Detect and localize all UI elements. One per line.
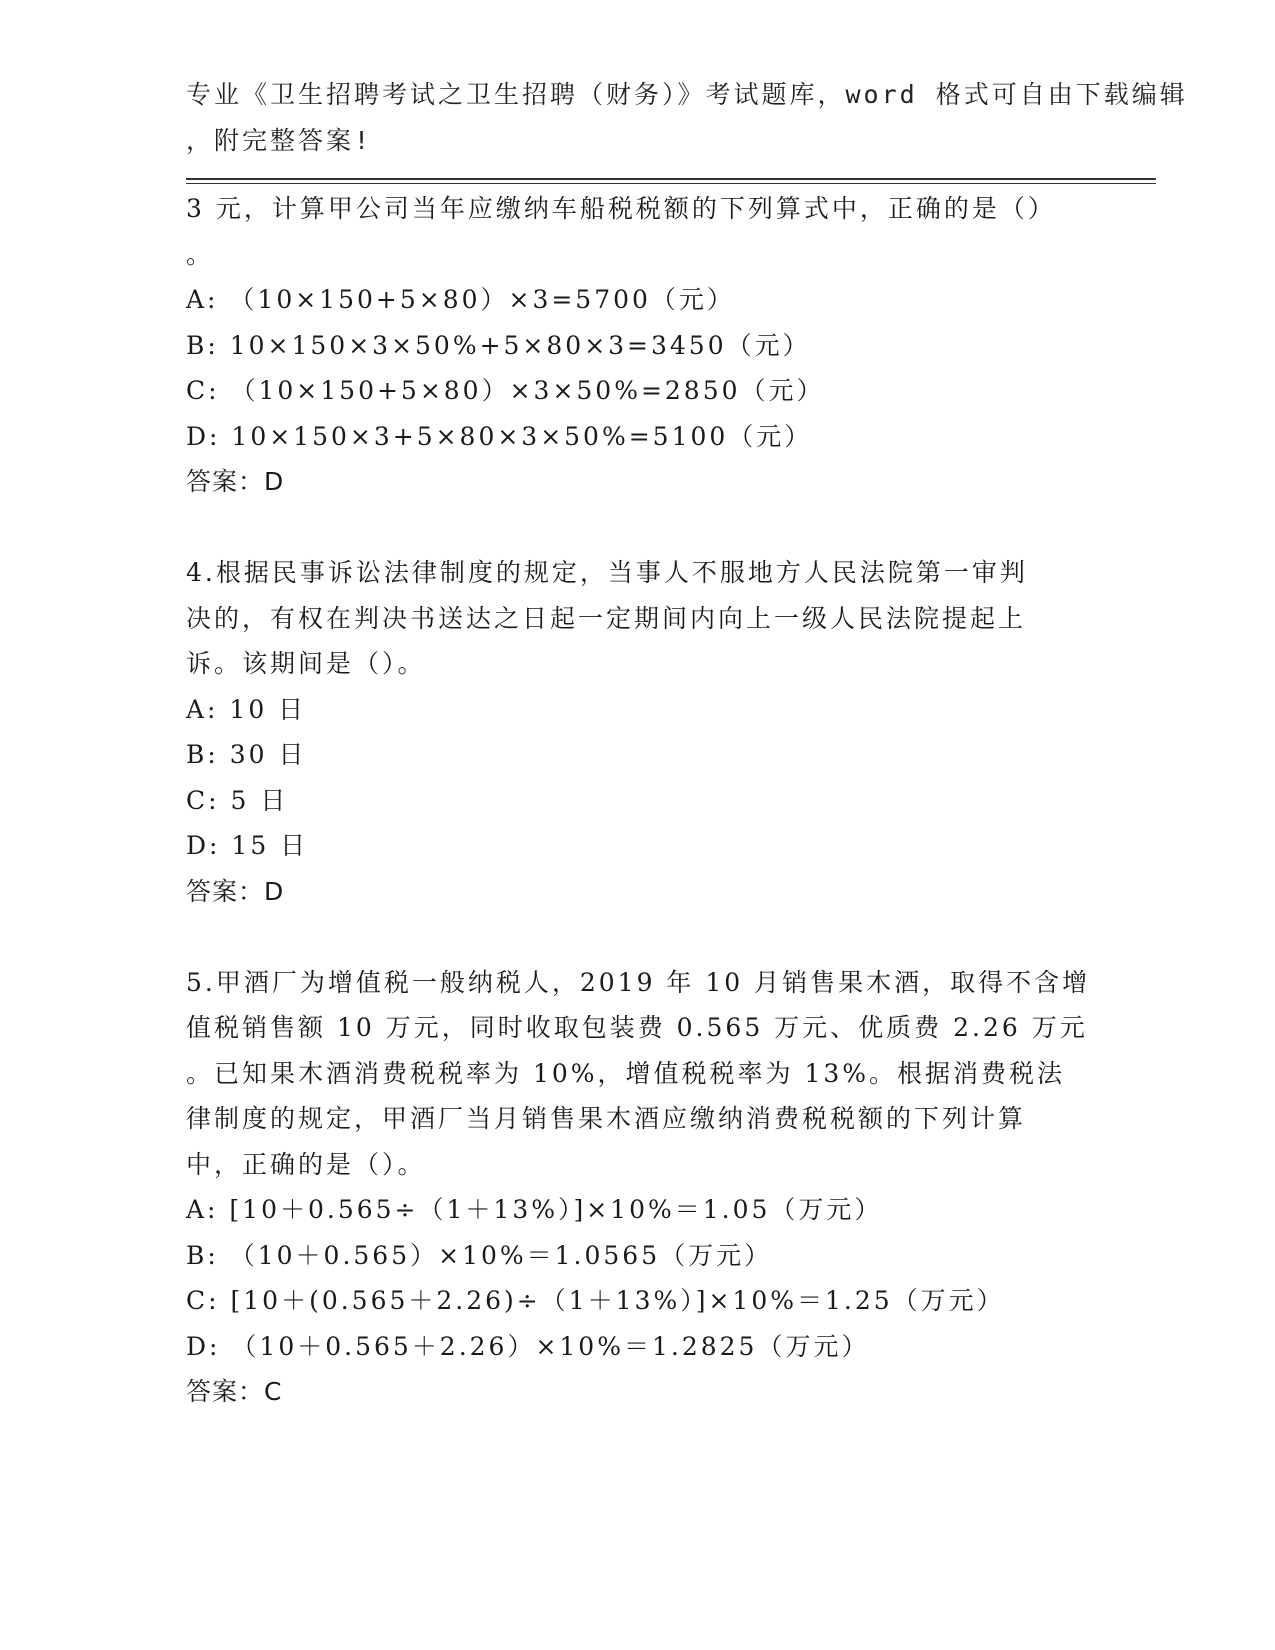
- option-c: C: （10×150+5×80）×3×50%=2850（元）: [186, 376, 825, 405]
- question-4: [186, 550, 1106, 914]
- question-stem: 诉。该期间是（）。: [186, 649, 426, 678]
- question-3: [186, 186, 1106, 505]
- answer: 答案：D: [186, 467, 285, 496]
- option-c: C: [10＋(0.565＋2.26)÷（1＋13%）]×10%＝1.25（万元）: [186, 1286, 1005, 1315]
- question-stem: 。: [186, 239, 215, 269]
- option-a: A: [10＋0.565÷（1＋13%）]×10%＝1.05（万元）: [186, 1195, 883, 1224]
- question-5: [186, 960, 1106, 1415]
- option-d: D: （10＋0.565＋2.26）×10%＝1.2825（万元）: [186, 1331, 870, 1361]
- header-divider-thin: [186, 183, 1156, 184]
- spacer: [186, 505, 1106, 551]
- question-stem: 决的，有权在判决书送达之日起一定期间内向上一级人民法院提起上: [186, 603, 1027, 633]
- option-b: B: （10＋0.565）×10%＝1.0565（万元）: [186, 1240, 773, 1270]
- answer: 答案：D: [186, 876, 285, 906]
- question-stem: 3 元，计算甲公司当年应缴纳车船税税额的下列算式中，正确的是（）: [186, 194, 1056, 223]
- answer: 答案：C: [186, 1377, 283, 1406]
- option-b: B: 10×150×3×50%+5×80×3=3450（元）: [186, 330, 811, 360]
- header-line-2: ，附完整答案!: [186, 125, 373, 155]
- question-stem: 值税销售额 10 万元，同时收取包装费 0.565 万元、优质费 2.26 万元: [186, 1013, 1088, 1042]
- option-b: B: 30 日: [186, 740, 307, 769]
- option-a: A: （10×150+5×80）×3=5700（元）: [186, 285, 735, 314]
- option-d: D: 15 日: [186, 831, 309, 860]
- option-a: A: 10 日: [186, 694, 307, 724]
- option-d: D: 10×150×3+5×80×3×50%=5100（元）: [186, 421, 813, 451]
- spacer: [186, 914, 1106, 960]
- header-divider: [186, 178, 1156, 180]
- question-stem: 4.根据民事诉讼法律制度的规定，当事人不服地方人民法院第一审判: [186, 558, 1028, 587]
- header-line-1: 专业《卫生招聘考试之卫生招聘（财务）》考试题库，word 格式可自由下载编辑: [186, 80, 1188, 109]
- document-header: [186, 72, 1188, 163]
- question-stem: 5.甲酒厂为增值税一般纳税人，2019 年 10 月销售果木酒，取得不含增: [186, 967, 1091, 997]
- question-list: [186, 186, 1106, 1415]
- option-c: C: 5 日: [186, 785, 289, 815]
- question-stem: 中，正确的是（）。: [186, 1149, 426, 1179]
- question-stem: 。已知果木酒消费税税率为 10%，增值税税率为 13%。根据消费税法: [186, 1058, 1066, 1088]
- question-stem: 律制度的规定，甲酒厂当月销售果木酒应缴纳消费税税额的下列计算: [186, 1104, 1027, 1133]
